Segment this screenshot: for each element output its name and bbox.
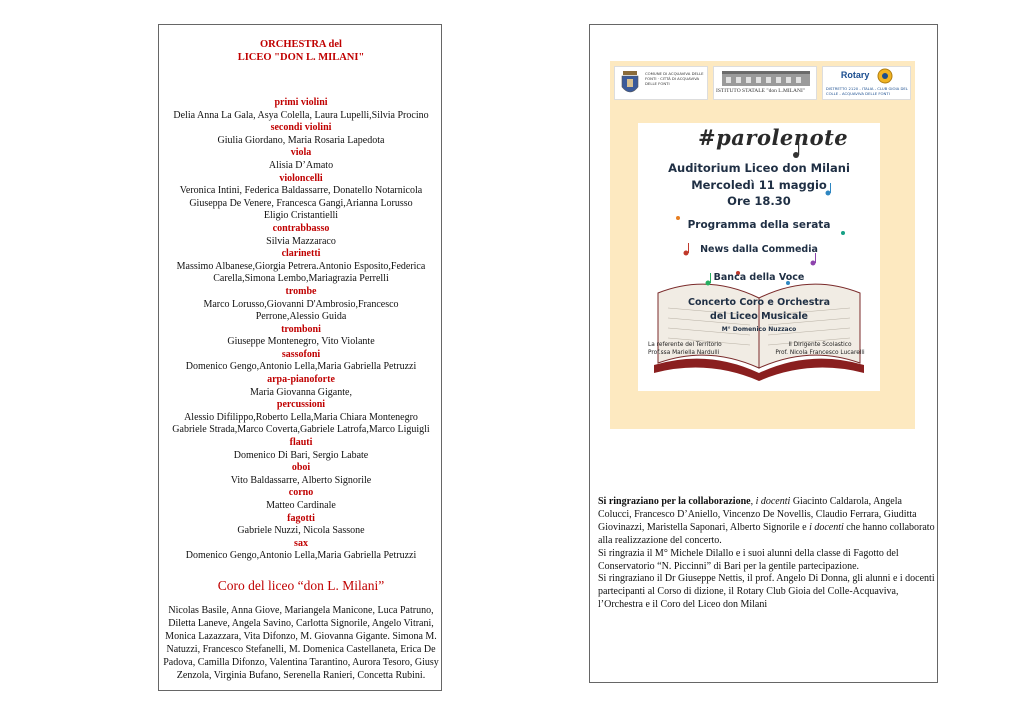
section-heading: secondi violini	[270, 122, 332, 134]
acknowledgements	[598, 496, 936, 612]
section-members: Alessio Difilippo,Roberto Lella,Maria Chiara Montenegro	[184, 411, 418, 423]
conductor-text: M° Domenico Nuzzaco	[721, 326, 797, 333]
coro-names: Nicolas Basile, Anna Giove, Mariangela Manicone, Luca Patruno, Diletta Laneve, Angela Savino, Carlotta Signorile, Angelo Vitrani, Monica Lazazzara, Vita Difonzo, M. Giovanna Gigante. Simona M. Natuzzi, Francesco Stefanelli, M. Domenica Castellaneta, Erica De Padova, Camilla Difonzo, Valentina Tarantino, Aurora Tesoro, Giusy Zenzola, Virginia Bufano, Serenella Ranieri, Concetta Rubini.	[163, 605, 439, 681]
section-members: Eligio Cristantielli	[263, 210, 339, 222]
right-panel	[589, 24, 938, 683]
section-heading: primi violini	[274, 97, 328, 108]
section-members: Matteo Cardinale	[266, 500, 336, 511]
program-item-banca: Banca della Voce	[713, 272, 805, 283]
section-heading: violoncelli	[279, 172, 323, 184]
section-heading: flauti	[289, 437, 313, 449]
section-members: Maria Giovanna Gigante,	[250, 386, 352, 398]
section-members: Vito Baldassarre, Alberto Signorile	[230, 474, 372, 486]
section-heading: contrabbasso	[272, 222, 330, 234]
section-heading: trombe	[285, 285, 317, 297]
section-members: Giuseppa De Venere, Francesca Gangi,Arianna Lorusso	[189, 197, 413, 209]
section-heading: sassofoni	[281, 348, 321, 360]
section-heading: viola	[290, 147, 312, 159]
program-item-liceo-musicale: del Liceo Musicale	[710, 311, 808, 322]
section-heading: oboi	[291, 462, 311, 474]
section-members: Alisia D’Amato	[268, 159, 334, 171]
section-members: Veronica Intini, Federica Baldassarre, Donatello Notarnicola	[179, 185, 423, 197]
section-heading: sax	[294, 537, 308, 549]
thanks-paragraph-2: Si ringrazia il M° Michele Dilallo e i suoi alunni della classe di Fagotto del Conservatorio “N. Piccinni” di Bari per la gentile partecipazione.	[598, 547, 899, 572]
section-members: Delia Anna La Gala, Asya Colella, Laura Lupelli,Silvia Procino	[173, 109, 429, 121]
rotary-logo	[822, 66, 911, 100]
istituto-logo	[713, 66, 817, 100]
referente-label: La referente del Territorio	[648, 342, 722, 348]
venue-text: Auditorium Liceo don Milani	[668, 161, 850, 175]
date-text: Mercoledì 11 maggio	[691, 178, 827, 192]
comune-logo-text: COMUNE DI ACQUAVIVA DELLE FONTI · CITTÀ DI ACQUAVIVA DELLE FONTI	[645, 71, 704, 86]
coro-title: Coro del liceo “don L. Milani”	[217, 578, 385, 593]
section-members: Domenico Di Bari, Sergio Labate	[233, 449, 369, 461]
event-flyer	[610, 61, 915, 429]
section-members: Domenico Gengo,Antonio Lella,Maria Gabriella Petruzzi	[185, 550, 417, 562]
left-panel	[158, 24, 442, 691]
program-item-concerto: Concerto Coro e Orchestra	[687, 297, 831, 308]
thanks-paragraph-1: Si ringraziano per la collaborazione, i docenti Giacinto Caldarola, Angela Colucci, Francesco D’Aniello, Vincenzo De Novellis, Claudio Ferrara, Giuditta Giovinazzi, Maristella Saponari, Alberto Signorile e i docenti che hanno collaborato alla realizzazione del concerto.	[598, 496, 935, 546]
hashtag-title: #parolenote	[698, 125, 849, 150]
school-building-icon	[716, 69, 817, 87]
section-members: Gabriele Nuzzi, Nicola Sassone	[237, 525, 365, 537]
section-members: Domenico Gengo,Antonio Lella,Maria Gabriella Petruzzi	[185, 361, 417, 373]
comune-logo	[614, 66, 708, 100]
section-members: Silvia Mazzaraco	[266, 235, 336, 247]
rotary-subtext: DISTRETTO 2120 - ITALIA - CLUB GIOIA DEL COLLE - ACQUAVIVA DELLE FONTI	[825, 86, 908, 96]
section-heading: corno	[288, 487, 314, 499]
program-title: Programma della serata	[687, 219, 831, 231]
section-heading: percussioni	[276, 399, 326, 411]
orchestra-roster	[159, 97, 443, 563]
event-poster	[638, 123, 880, 391]
section-heading: arpa-pianoforte	[267, 374, 335, 386]
section-heading: tromboni	[281, 323, 321, 335]
program-item-news: News dalla Commedia	[700, 244, 818, 255]
dirigente-label: Il Dirigente Scolastico	[788, 342, 852, 348]
dirigente-credit	[764, 341, 876, 357]
istituto-logo-text: ISTITUTO STATALE "don L.MILANI"	[716, 88, 806, 94]
section-members: Carella,Simona Lembo,Mariagrazia Perrelli	[213, 273, 389, 285]
section-members: Gabriele Strada,Marco Coverta,Gabriele Latrofa,Marco Liguigli	[172, 424, 430, 436]
logo-strip	[614, 66, 911, 100]
section-members: Giulia Giordano, Maria Rosaria Lapedota	[217, 134, 385, 146]
rotary-wordmark: Rotary	[840, 70, 870, 80]
dirigente-name: Prof. Nicola Francesco Lucarelli	[775, 350, 865, 356]
section-members: Giuseppe Montenegro, Vito Violante	[227, 336, 375, 348]
section-heading: clarinetti	[281, 248, 321, 260]
section-members: Marco Lorusso,Giovanni D'Ambrosio,Francesco	[203, 298, 399, 310]
referente-name: Prof.ssa Mariella Nardulli	[648, 350, 720, 356]
referente-credit	[648, 341, 722, 357]
section-members: Perrone,Alessio Guida	[255, 311, 347, 323]
section-members: Massimo Albanese,Giorgia Petrera.Antonio Esposito,Federica	[176, 260, 426, 272]
orchestra-title-line2: LICEO "DON L. MILANI"	[237, 52, 365, 63]
coat-of-arms-icon	[618, 69, 642, 99]
time-text: Ore 18.30	[727, 194, 791, 208]
orchestra-title-line1: ORCHESTRA del	[260, 39, 342, 50]
section-heading: fagotti	[287, 512, 315, 524]
thanks-paragraph-3: Si ringraziano il Dr Giuseppe Nettis, il prof. Angelo Di Donna, gli alunni e i docenti partecipanti al Corso di dizione, il Rotary Club Gioia del Colle-Acquaviva, l’Orchestra e il Coro del Liceo don Milani	[598, 573, 935, 611]
rotary-wheel-icon	[877, 68, 893, 84]
